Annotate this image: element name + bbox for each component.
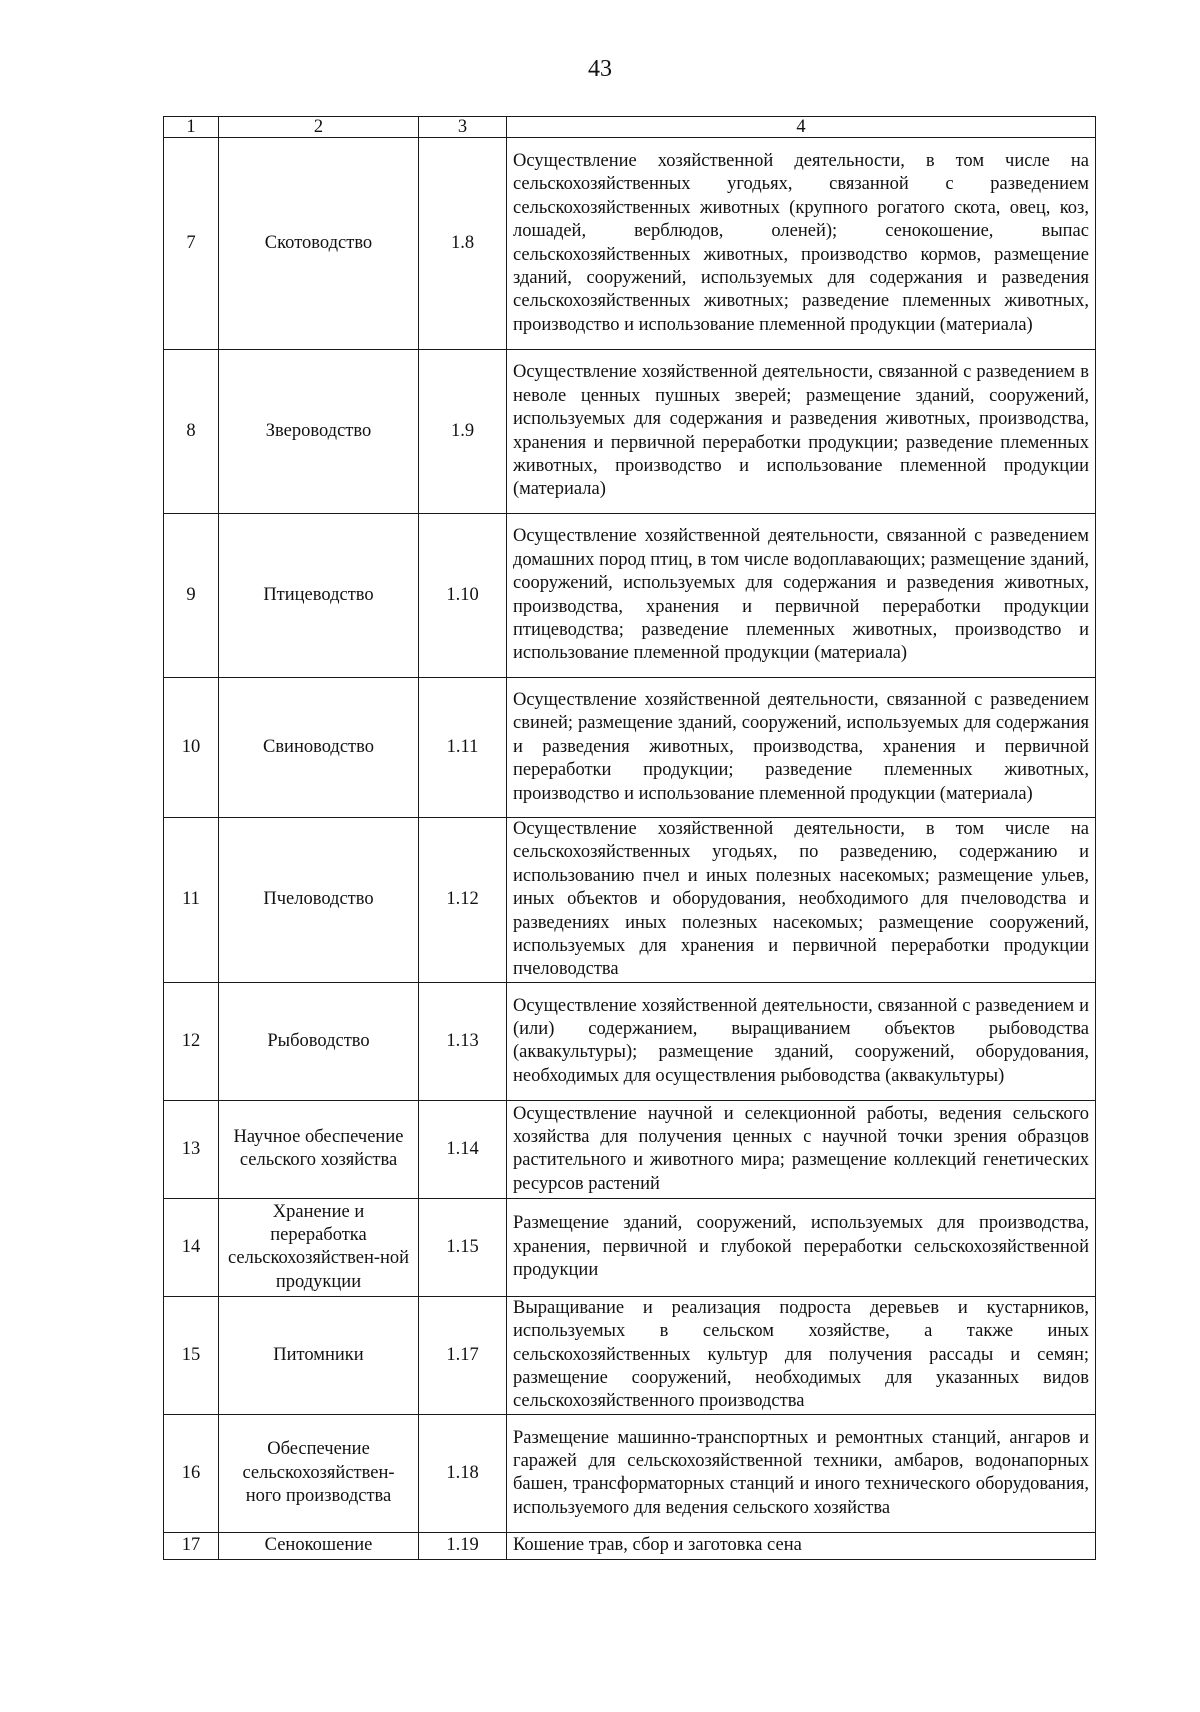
use-type-code: 1.10 — [419, 514, 507, 678]
use-type-name: Пчеловодство — [219, 818, 419, 983]
land-use-table — [163, 116, 1096, 1560]
table-row — [164, 138, 1096, 350]
use-type-name: Обеспечение сельскохозяйствен-ного производства — [219, 1414, 419, 1532]
use-type-code: 1.18 — [419, 1414, 507, 1532]
row-number: 10 — [164, 678, 219, 818]
use-type-name: Скотоводство — [219, 138, 419, 350]
header-col-4: 4 — [507, 117, 1096, 138]
table-row — [164, 1100, 1096, 1198]
table-row — [164, 1414, 1096, 1532]
table-row — [164, 982, 1096, 1100]
use-type-name: Звероводство — [219, 350, 419, 514]
use-type-name: Рыбоводство — [219, 982, 419, 1100]
row-number: 13 — [164, 1100, 219, 1198]
table-row — [164, 1296, 1096, 1414]
table-header-row — [164, 117, 1096, 138]
use-type-description: Осуществление хозяйственной деятельности, связанной с разведением и (или) содержанием, выращиванием объектов рыбоводства (аквакультуры); размещение зданий, сооружений, оборудования, необходимых для осуществления рыбоводства (аквакультуры) — [507, 982, 1096, 1100]
table-row — [164, 1532, 1096, 1559]
header-col-2: 2 — [219, 117, 419, 138]
use-type-code: 1.15 — [419, 1198, 507, 1296]
table-row — [164, 350, 1096, 514]
header-col-1: 1 — [164, 117, 219, 138]
use-type-code: 1.9 — [419, 350, 507, 514]
row-number: 11 — [164, 818, 219, 983]
use-type-description: Осуществление хозяйственной деятельности, связанной с разведением домашних пород птиц, в том числе водоплавающих; размещение зданий, сооружений, используемых для содержания и разведения животных, производства, хранения и первичной переработки продукции птицеводства; разведение племенных животных, производство и использование племенной продукции (материала) — [507, 514, 1096, 678]
use-type-description: Осуществление научной и селекционной работы, ведения сельского хозяйства для получения ценных с научной точки зрения образцов растительного и животного мира; размещение коллекций генетических ресурсов растений — [507, 1100, 1096, 1198]
use-type-code: 1.11 — [419, 678, 507, 818]
use-type-name: Научное обеспечение сельского хозяйства — [219, 1100, 419, 1198]
row-number: 7 — [164, 138, 219, 350]
use-type-name: Свиноводство — [219, 678, 419, 818]
row-number: 14 — [164, 1198, 219, 1296]
use-type-code: 1.17 — [419, 1296, 507, 1414]
use-type-description: Кошение трав, сбор и заготовка сена — [507, 1532, 1096, 1559]
use-type-code: 1.13 — [419, 982, 507, 1100]
use-type-name: Хранение и переработка сельскохозяйствен-ной продукции — [219, 1198, 419, 1296]
row-number: 15 — [164, 1296, 219, 1414]
use-type-code: 1.19 — [419, 1532, 507, 1559]
row-number: 17 — [164, 1532, 219, 1559]
use-type-code: 1.14 — [419, 1100, 507, 1198]
use-type-description: Размещение зданий, сооружений, используемых для производства, хранения, первичной и глубокой переработки сельскохозяйственной продукции — [507, 1198, 1096, 1296]
use-type-description: Выращивание и реализация подроста деревьев и кустарников, используемых в сельском хозяйстве, а также иных сельскохозяйственных культур для получения рассады и семян; размещение сооружений, необходимых для указанных видов сельскохозяйственного производства — [507, 1296, 1096, 1414]
use-type-name: Питомники — [219, 1296, 419, 1414]
use-type-name: Птицеводство — [219, 514, 419, 678]
use-type-name: Сенокошение — [219, 1532, 419, 1559]
row-number: 12 — [164, 982, 219, 1100]
table-row — [164, 1198, 1096, 1296]
table-row — [164, 818, 1096, 983]
use-type-description: Осуществление хозяйственной деятельности, в том числе на сельскохозяйственных угодьях, связанной с разведением сельскохозяйственных животных (крупного рогатого скота, овец, коз, лошадей, верблюдов, оленей); сенокошение, выпас сельскохозяйственных животных, производство кормов, размещение зданий, сооружений, используемых для содержания и разведения сельскохозяйственных животных; разведение племенных животных, производство и использование племенной продукции (материала) — [507, 138, 1096, 350]
header-col-3: 3 — [419, 117, 507, 138]
use-type-description: Осуществление хозяйственной деятельности, связанной с разведением свиней; размещение зданий, сооружений, используемых для содержания и разведения животных, производства, хранения и первичной переработки продукции; разведение племенных животных, производство и использование племенной продукции (материала) — [507, 678, 1096, 818]
row-number: 16 — [164, 1414, 219, 1532]
use-type-description: Осуществление хозяйственной деятельности, в том числе на сельскохозяйственных угодьях, по разведению, содержанию и использованию пчел и иных полезных насекомых; размещение ульев, иных объектов и оборудования, необходимого для пчеловодства и разведениях иных полезных насекомых; размещение сооружений, используемых для хранения и первичной переработки продукции пчеловодства — [507, 818, 1096, 983]
row-number: 9 — [164, 514, 219, 678]
page-number: 43 — [588, 56, 612, 82]
use-type-code: 1.12 — [419, 818, 507, 983]
use-type-code: 1.8 — [419, 138, 507, 350]
row-number: 8 — [164, 350, 219, 514]
table-row — [164, 514, 1096, 678]
table-row — [164, 678, 1096, 818]
use-type-description: Осуществление хозяйственной деятельности, связанной с разведением в неволе ценных пушных зверей; размещение зданий, сооружений, используемых для содержания и разведения животных, производства, хранения и первичной переработки продукции; разведение племенных животных, производство и использование племенной продукции (материала) — [507, 350, 1096, 514]
use-type-description: Размещение машинно-транспортных и ремонтных станций, ангаров и гаражей для сельскохозяйственной техники, амбаров, водонапорных башен, трансформаторных станций и иного технического оборудования, используемого для ведения сельского хозяйства — [507, 1414, 1096, 1532]
